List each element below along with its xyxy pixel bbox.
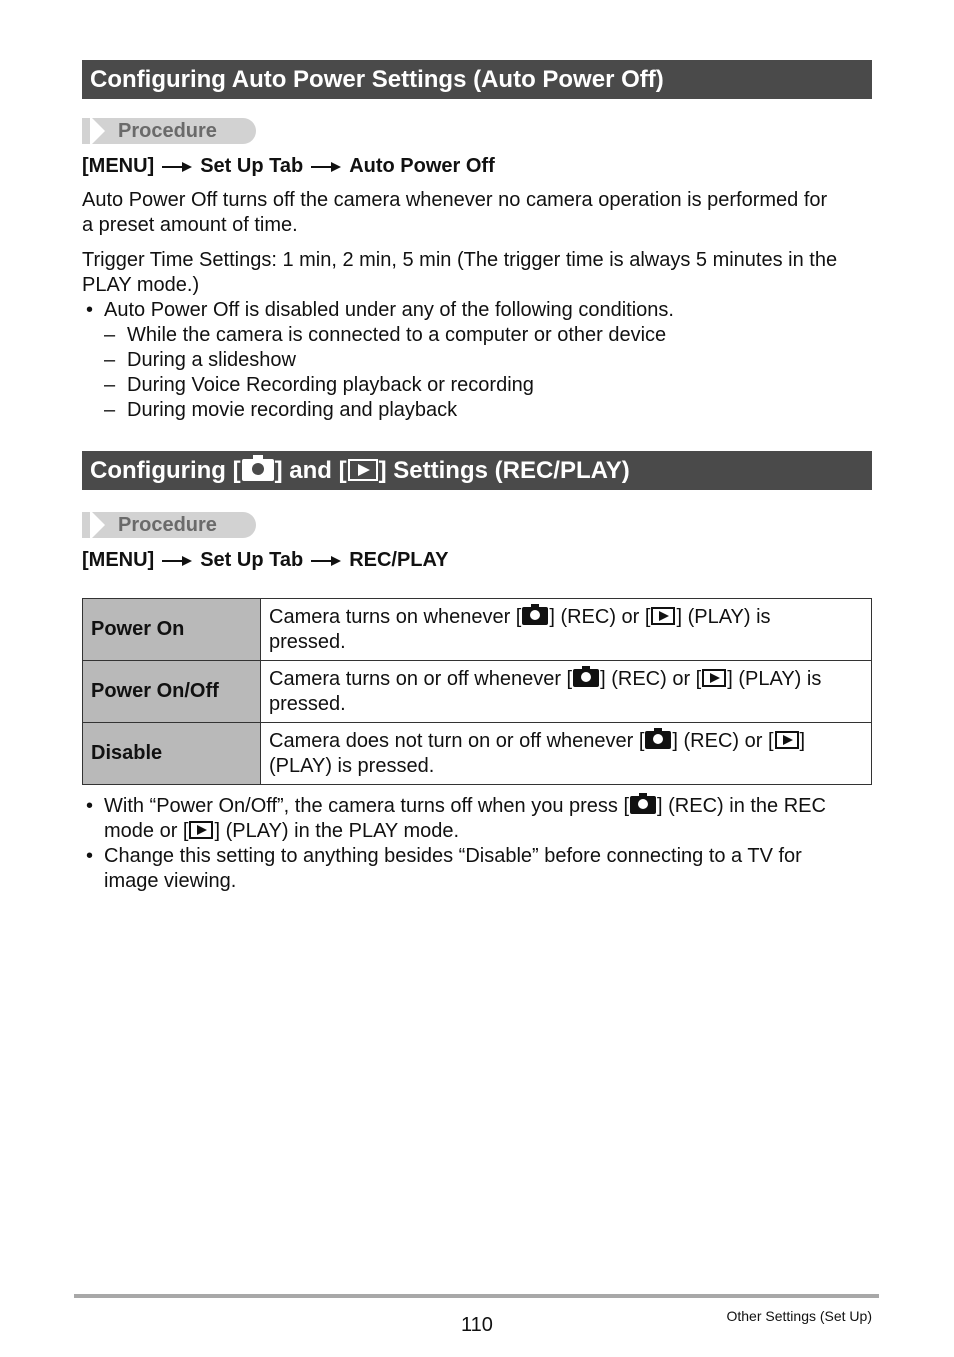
setting-description: Camera turns on whenever [ ] (REC) or [ ] (PLAY) is pressed. (261, 599, 872, 661)
menu-path-step: Set Up Tab (200, 549, 304, 571)
note-item: Change this setting to anything besides “Disable” before connecting to a TV for image viewing. (104, 845, 802, 892)
play-icon (348, 459, 378, 481)
setting-name: Disable (83, 723, 261, 785)
procedure-label-text: Procedure (118, 514, 217, 536)
page-number: 110 (461, 1314, 493, 1336)
condition-item: During a slideshow (127, 349, 296, 371)
setting-name: Power On (83, 599, 261, 661)
menu-path-step: [MENU] (82, 155, 155, 177)
camera-icon (522, 607, 548, 625)
camera-icon (242, 459, 274, 481)
menu-path (82, 153, 495, 179)
camera-icon (573, 669, 599, 687)
menu-path (82, 547, 448, 573)
table-row (83, 599, 872, 661)
bullet-marker: • (86, 299, 94, 321)
section-heading-auto-power-off: Configuring Auto Power Settings (Auto Power Off) (82, 60, 872, 99)
dash-marker: – (104, 324, 116, 346)
setting-description: Camera turns on or off whenever [ ] (REC) or [ ] (PLAY) is pressed. (261, 661, 872, 723)
bullet-marker: • (86, 795, 94, 817)
dash-marker: – (104, 399, 116, 421)
menu-path-step: REC/PLAY (349, 549, 449, 571)
bullet-item: Auto Power Off is disabled under any of the following conditions. (104, 299, 674, 321)
right-arrow-icon (311, 556, 341, 566)
camera-icon (630, 796, 656, 814)
description-paragraph: Auto Power Off turns off the camera whenever no camera operation is performed for a preset amount of time. (82, 189, 828, 236)
setting-description: Camera does not turn on or off whenever [ ] (REC) or [ ] (PLAY) is pressed. (261, 723, 872, 785)
section-heading-rec-play: Configuring [ ] and [ ] Settings (REC/PLAY) (82, 451, 872, 490)
procedure-label (82, 512, 256, 538)
menu-path-step: Set Up Tab (200, 155, 304, 177)
menu-path-step: Auto Power Off (349, 155, 495, 177)
setting-name: Power On/Off (83, 661, 261, 723)
play-icon (189, 821, 213, 839)
camera-icon (645, 731, 671, 749)
dash-marker: – (104, 374, 116, 396)
procedure-label-text: Procedure (118, 120, 217, 142)
play-icon (775, 731, 799, 749)
footer-section-name: Other Settings (Set Up) (726, 1308, 872, 1324)
play-icon (702, 669, 726, 687)
table-row (83, 661, 872, 723)
condition-item: During movie recording and playback (127, 399, 458, 421)
trigger-time-paragraph: Trigger Time Settings: 1 min, 2 min, 5 min (The trigger time is always 5 minutes in the PLAY mode.) (82, 249, 838, 296)
right-arrow-icon (162, 162, 192, 172)
table-row (83, 723, 872, 785)
procedure-label (82, 118, 256, 144)
dash-marker: – (104, 349, 116, 371)
settings-table (82, 598, 872, 785)
right-arrow-icon (162, 556, 192, 566)
note-item: With “Power On/Off”, the camera turns off when you press [ ] (REC) in the REC mode or [ ] (PLAY) in the PLAY mode. (104, 795, 826, 842)
menu-path-step: [MENU] (82, 549, 155, 571)
condition-item: While the camera is connected to a computer or other device (127, 324, 667, 346)
bullet-marker: • (86, 845, 94, 867)
play-icon (651, 607, 675, 625)
footer-divider (74, 1294, 879, 1298)
right-arrow-icon (311, 162, 341, 172)
condition-item: During Voice Recording playback or recording (127, 374, 534, 396)
